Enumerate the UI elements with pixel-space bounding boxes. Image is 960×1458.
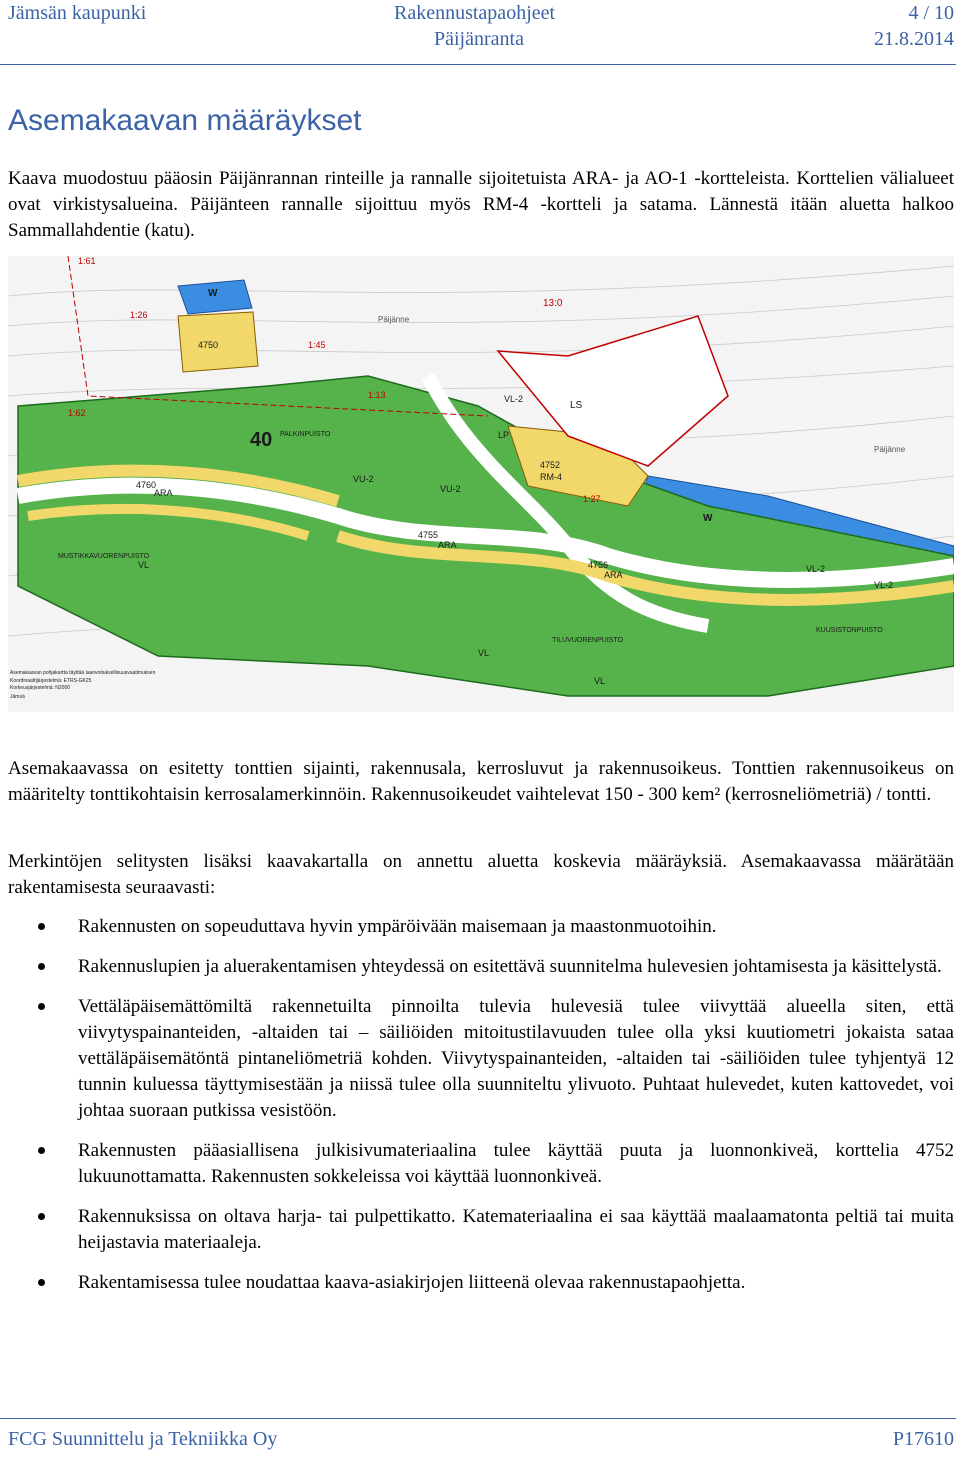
map-legend-line-2: Korkeusjärjestelmä: N2000: [10, 685, 71, 691]
list-item: Vettäläpäisemättömiltä rakennetuilta pinnoilta tulevia hulevesiä tulee viivyttää alueella siten, että viivytyspainanteiden, -altaiden tai – säiliöiden mitoitustilavuuden tulee olla yksi kuutiometri jokaista sataa vettäläpäisemätöntä pintaneliömetriä kohden. Viivytyspainanteiden, -altaiden tai -säiliöiden tulee tyhjentyä 12 tunnin kuluessa täyttymisestään ja niissä tulee olla suunniteltu ylivuoto. Puhtaat hulevedet, kuten kattovedet, voi johtaa suoraan putkissa vesistöön.: [0, 994, 954, 1124]
map-label-scale-130: 13:0: [543, 298, 563, 309]
map-label-40: 40: [250, 429, 273, 451]
map-label-rm4: RM-4: [540, 472, 562, 482]
list-item: Rakentamisessa tulee noudattaa kaava-asiakirjojen liitteenä olevaa rakennustapaohjetta.: [0, 1270, 954, 1296]
footer-rule: [0, 1418, 956, 1419]
map-label-mustikkavuorenpuisto: MUSTIKKAVUORENPUISTO: [58, 553, 150, 560]
bullet-icon: [38, 1279, 45, 1286]
header-city: Jämsän kaupunki: [8, 2, 147, 24]
header-rule: [0, 64, 956, 65]
map-label-scale-161: 1:61: [78, 256, 96, 266]
map-label-4755: 4755: [418, 530, 439, 540]
bullet-icon: [38, 963, 45, 970]
header-area: Päijänranta: [434, 28, 524, 50]
map-label-ara2: ARA: [438, 540, 457, 550]
list-item: Rakennuksissa on oltava harja- tai pulpettikatto. Katemateriaalina ei saa käyttää maalaamatonta peltiä tai muita heijastavia materiaaleja.: [0, 1204, 954, 1256]
list-item: Rakennuslupien ja aluerakentamisen yhteydessä on esitettävä suunnitelma hulevesien johtamisesta ja käsittelystä.: [0, 954, 954, 980]
intro-paragraph: Kaava muodostuu pääosin Päijänrannan rinteille ja rannalle sijoitetuista ARA- ja AO-1 -kortteleista. Korttelien välialueet ovat virkistysalueina. Päijänteen rannalle sijoittuu myös RM-4 -kortteli ja satama. Lännestä itään aluetta halkoo Sammallahdentie (katu).: [8, 168, 954, 241]
map-legend-line-1: Koordinaattijärjestelmä: ETRS-GK25: [10, 678, 92, 684]
bullet-icon: [38, 1003, 45, 1010]
header-page-number: 4 / 10: [908, 2, 954, 24]
map-label-scale-145: 1:45: [308, 340, 326, 350]
paragraph-regulations: Merkintöjen selitysten lisäksi kaavakartalla on annettu aluetta koskevia määräyksiä. Asemakaavassa määrätään rakentamisesta seuraavasti:: [8, 851, 954, 898]
map-label-4760: 4760: [136, 480, 157, 490]
header-doc-title: Rakennustapaohjeet: [394, 2, 556, 24]
map-label-vl2b: VL-2: [806, 564, 826, 574]
bullet-icon: [38, 1147, 45, 1154]
map-label-ara3: ARA: [604, 570, 623, 580]
map-label-paijanne-1: Päijänne: [378, 315, 410, 324]
map-label-vl2: VL: [478, 648, 490, 658]
footer-company: FCG Suunnittelu ja Tekniikka Oy: [8, 1428, 278, 1450]
map-label-vl2a: VL-2: [504, 394, 524, 404]
map-label-vu2a: VU-2: [353, 474, 374, 484]
list-item: Rakennusten pääasiallisena julkisivumateriaalina tulee käyttää puuta ja luonnonkiveä, korttelia 4752 lukuunottamatta. Rakennusten sokkeleissa voi käyttää luonnonkiveä.: [0, 1138, 954, 1190]
map-label-w2: W: [703, 513, 713, 524]
map-label-kuusistonpuisto: KUUSISTONPUISTO: [816, 627, 883, 634]
map-label-ara1: ARA: [154, 488, 173, 498]
map-label-ls: LS: [570, 400, 583, 411]
map-label-w1: W: [208, 288, 218, 299]
bullet-icon: [38, 1213, 45, 1220]
map-label-4752: 4752: [540, 460, 561, 470]
list-item: Rakennusten on sopeuduttava hyvin ympäröivään maisemaan ja maastonmuotoihin.: [0, 914, 954, 940]
map-label-scale-113: 1:13: [368, 390, 386, 400]
map-label-lp: LP: [498, 430, 510, 440]
zoning-map: [8, 256, 954, 712]
regulation-list: [0, 914, 954, 1296]
map-label-4750: 4750: [198, 340, 219, 350]
map-label-vl2c: VL-2: [874, 580, 894, 590]
map-label-scale-127: 1:27: [583, 494, 601, 504]
map-legend-line-3: Jämsä: [10, 694, 25, 700]
footer-project-code: P17610: [892, 1428, 954, 1450]
map-label-4756: 4756: [588, 560, 609, 570]
paragraph-rights: Asemakaavassa on esitetty tonttien sijainti, rakennusala, kerrosluvut ja rakennusoikeus. Tonttien rakennusoikeus on määritelty tonttikohtaisin kerrosalamerkinnöin. Rakennusoikeudet vaihtelevat 150 - 300 kem² (kerrosneliömetriä) / tontti.: [8, 758, 954, 805]
map-legend-title: Asemakaavan pohjakartta täyttää laaovoituksellisuusvaatimuksen: [10, 670, 156, 676]
map-label-scale-126: 1:26: [130, 310, 148, 320]
map-label-vl1: VL: [138, 560, 150, 570]
map-label-palkinpuisto: PALKINPUISTO: [280, 431, 331, 438]
map-label-vl3: VL: [594, 676, 606, 686]
map-label-paijanne-2: Päijänne: [874, 445, 906, 454]
page-header: [8, 0, 954, 60]
map-label-tiluvuorenpuisto: TILUVUORENPUISTO: [552, 637, 624, 644]
map-label-vu2b: VU-2: [440, 484, 461, 494]
section-title: Asemakaavan määräykset: [8, 104, 362, 137]
bullet-icon: [38, 923, 45, 930]
map-label-scale-162: 1:62: [68, 408, 86, 418]
header-date: 21.8.2014: [874, 28, 954, 50]
